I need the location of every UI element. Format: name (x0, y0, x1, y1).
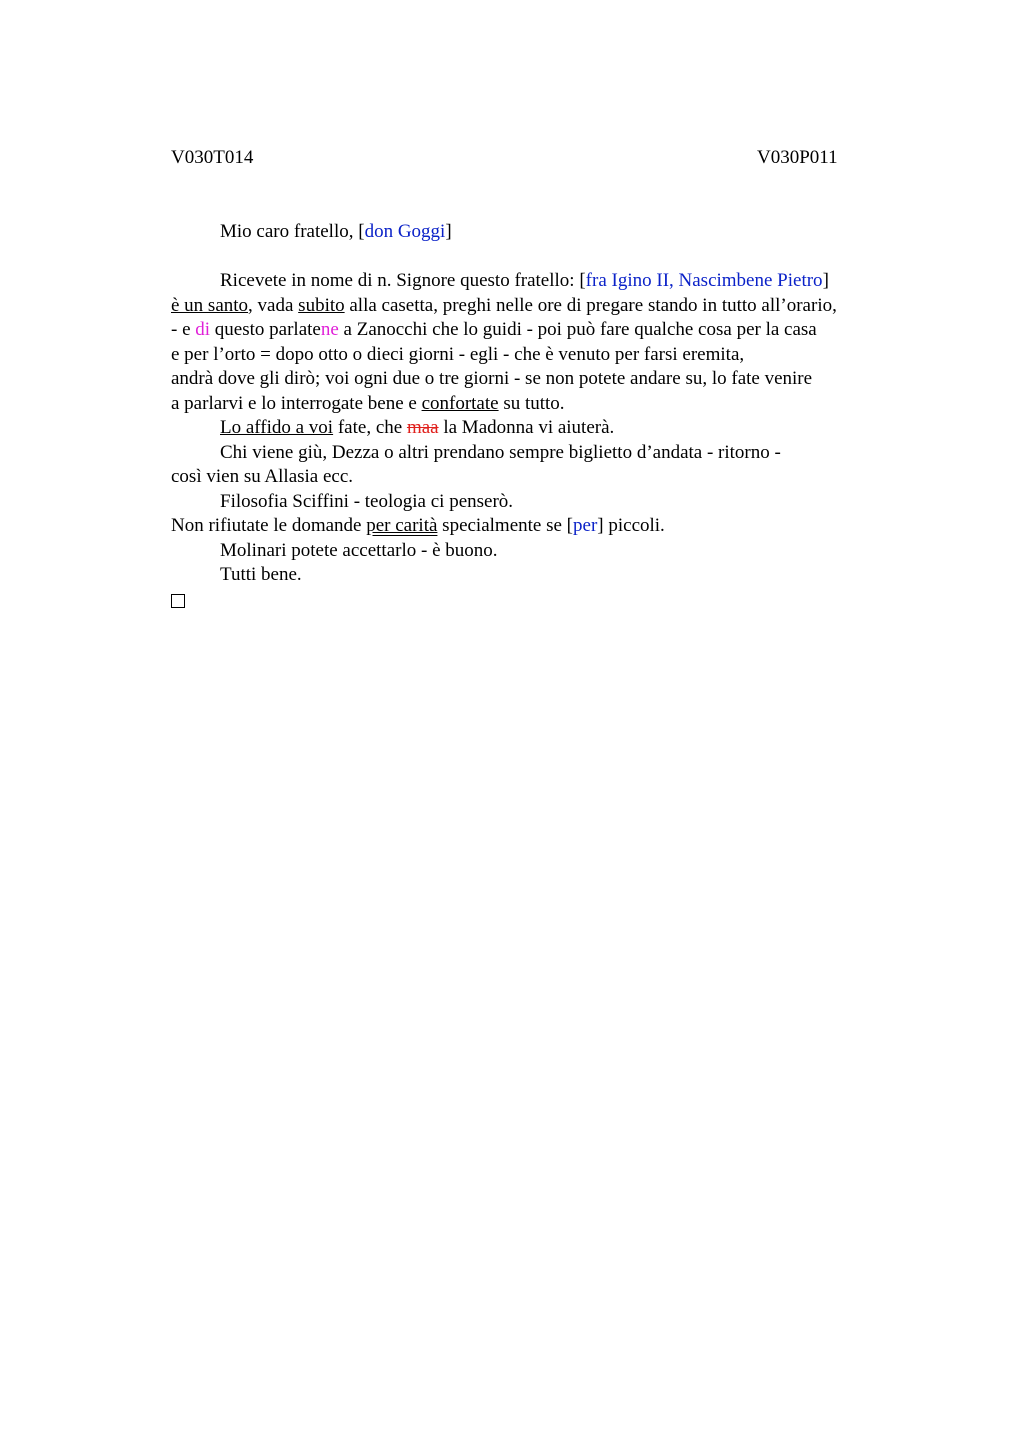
paragraph-3-line-2: così vien su Allasia ecc. (171, 466, 354, 487)
inserted-text: di (195, 319, 211, 340)
paragraph-1-line-5: andrà dove gli dirò; voi ogni due o tre giorni - se non potete andare su, lo fate venire (171, 368, 813, 389)
document-code-left: V030T014 (171, 147, 254, 168)
underlined-text: è un santo (171, 294, 249, 316)
deleted-text: maa (406, 417, 439, 438)
bracket-close: ] (822, 270, 829, 291)
paragraph-1-line-3 (171, 318, 911, 343)
text-run: alla casetta, preghi nelle ore di pregare stando in tutto all’orario, (344, 294, 837, 316)
square-outline-icon (171, 594, 185, 608)
text-run: Ricevete in nome di n. Signore questo fratello: [ (220, 270, 586, 291)
paragraph-2 (171, 416, 911, 441)
text-run: , vada (248, 294, 299, 316)
paragraph-gap (171, 245, 911, 270)
editorial-note: don Goggi (364, 221, 446, 242)
salutation (171, 220, 911, 245)
text-run: ] piccoli. (597, 515, 665, 536)
salutation-text: Mio caro fratello, [ (220, 221, 365, 242)
paragraph-6: Molinari potete accettarlo - è buono. (220, 539, 498, 561)
text-run: a Zanocchi che lo guidi - poi può fare qualche cosa per la casa (338, 319, 817, 340)
text-run: la Madonna vi aiuterà. (438, 417, 615, 438)
paragraph-1-line-2 (171, 294, 911, 319)
inserted-text: ne (320, 319, 339, 340)
text-run: a parlarvi e lo interrogate bene e (171, 392, 422, 414)
end-marker (171, 588, 911, 613)
paragraph-1-line-6 (171, 392, 911, 417)
text-run: questo parlate (210, 319, 321, 340)
bracket-close: ] (445, 221, 452, 242)
text-run: - e (171, 319, 196, 340)
underlined-text: subito (298, 294, 345, 316)
document-code-right: V030P011 (757, 147, 838, 168)
text-run: su tutto. (498, 392, 565, 414)
paragraph-1-line-1 (171, 269, 911, 294)
letter-body (171, 220, 911, 612)
paragraph-5 (171, 514, 911, 539)
text-run: Non rifiutate le domande (171, 515, 367, 536)
paragraph-7: Tutti bene. (220, 564, 302, 585)
text-run: fate, che (333, 417, 407, 438)
editorial-note: per (573, 515, 598, 536)
underlined-text: confortate (421, 392, 499, 414)
paragraph-4: Filosofia Sciffini - teologia ci penserò. (220, 490, 514, 512)
text-run: specialmente se [ (437, 515, 574, 536)
paragraph-1-line-4: e per l’orto = dopo otto o dieci giorni - egli - che è venuto per farsi eremita, (171, 343, 745, 365)
underlined-text: Lo affido a voi (220, 417, 334, 438)
editorial-note: fra Igino II, Nascimbene Pietro (585, 270, 823, 291)
paragraph-3-line-1: Chi viene giù, Dezza o altri prendano sempre biglietto d’andata - ritorno - (220, 441, 781, 463)
double-underlined-text: per carità (366, 515, 438, 536)
